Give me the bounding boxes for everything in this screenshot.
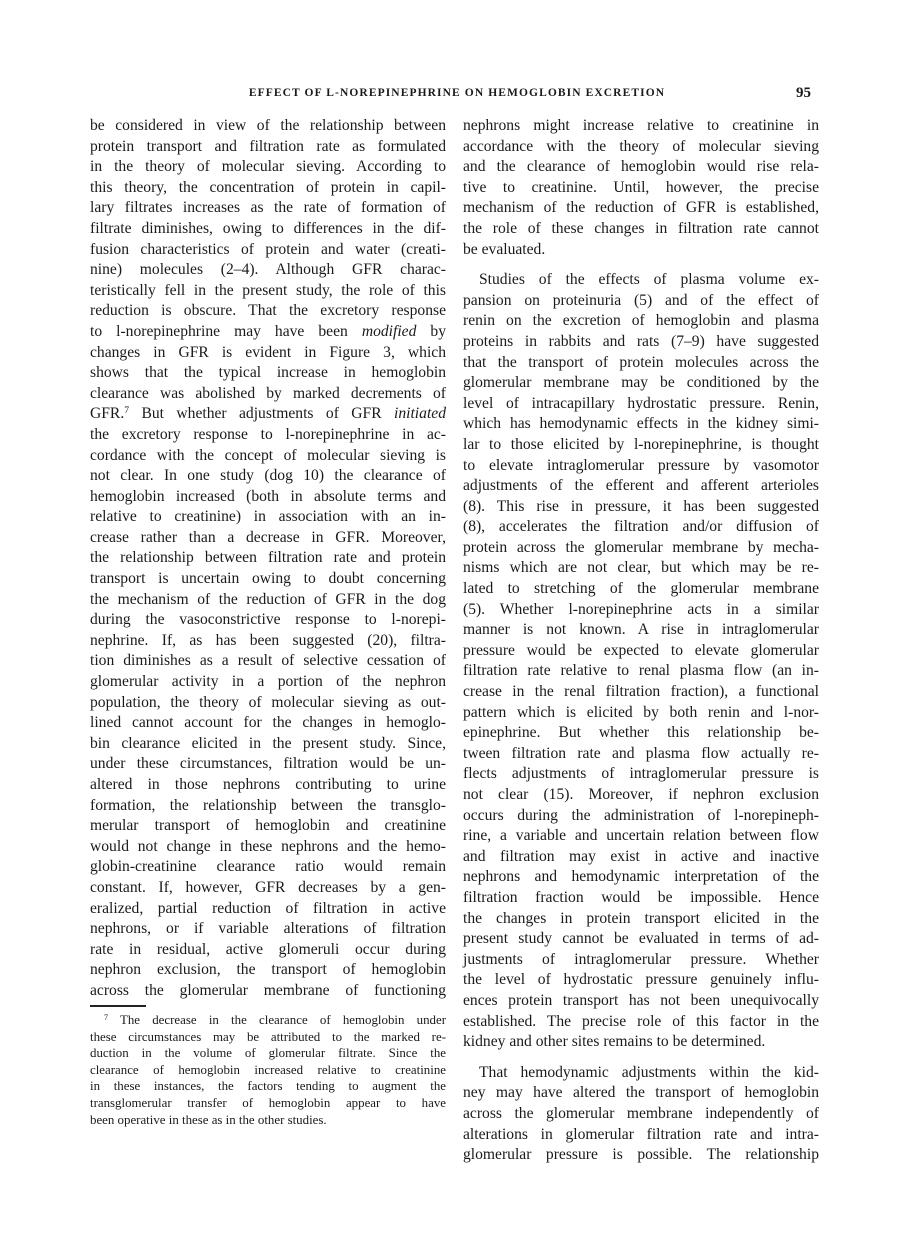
text-line: lated to stretching of the glomerular membrane (463, 580, 819, 598)
text-line: that the transport of protein molecules across the (463, 353, 819, 371)
left-column (90, 116, 446, 1002)
text-line: would not change in these nephrons and the hemo- (90, 837, 446, 855)
text-line: lined cannot account for the changes in hemoglo- (90, 714, 446, 732)
text-line: filtrate diminishes, owing to differences in the dif- (90, 219, 446, 237)
footnote-text: been operative in these as in the other studies. (90, 1112, 327, 1127)
right-column (463, 116, 819, 1166)
text-line: during the vasoconstrictive response to l-norepi- (90, 611, 446, 629)
text-line: rate in residual, active glomeruli occur during (90, 940, 446, 958)
text-line: nephrons might increase relative to creatinine in (463, 117, 819, 134)
text-line: shows that the typical increase in hemoglobin (90, 364, 446, 382)
text-line: the relationship between filtration rate and protein (90, 549, 446, 567)
text-line: glomerular pressure is possible. The relationship (463, 1146, 819, 1164)
text-line: teristically fell in the present study, the role of this (90, 281, 446, 299)
text-line: present study cannot be evaluated in terms of ad- (463, 930, 819, 948)
text-line: constant. If, however, GFR decreases by a gen- (90, 878, 446, 896)
text-line: level of intracapillary hydrostatic pressure. Renin, (463, 394, 819, 412)
footnote-text: transglomerular transfer of hemoglobin appear to have (90, 1095, 446, 1110)
footnote-line (90, 1112, 446, 1129)
text-line: protein transport and filtration rate as formulated (90, 137, 446, 155)
text-line: kidney and other sites remains to be determined. (463, 1033, 766, 1051)
text-line: That hemodynamic adjustments within the kid- (479, 1063, 819, 1081)
text-line: nephrons, or if variable alterations of filtration (90, 920, 446, 938)
text-line: proteins in rabbits and rats (7–9) have suggested (463, 332, 819, 350)
text-line: population, the theory of molecular sieving as out- (90, 693, 446, 711)
paragraph (463, 270, 819, 1053)
text-line: justments of intraglomerular pressure. Whether (463, 950, 819, 968)
footnote-line (90, 1029, 446, 1046)
text-line: nephrine. If, as has been suggested (20), filtra- (90, 631, 446, 649)
text-line: the level of hydrostatic pressure genuinely influ- (463, 971, 819, 989)
text-line: the excretory response to l-norepinephrine in ac- (90, 425, 446, 443)
footnote-line (90, 1012, 446, 1029)
footnote-reference: 7 (124, 405, 130, 417)
footnote-text: clearance of hemoglobin increased relative to creatinine (90, 1062, 446, 1077)
text-line: protein across the glomerular membrane by mecha- (463, 538, 819, 556)
text-line: glomerular membrane may be conditioned by the (463, 374, 819, 392)
text-line: pansion on proteinuria (5) and of the effect of (463, 291, 819, 309)
footnote-divider (90, 1005, 146, 1007)
text-line: pattern which is elicited by both renin and l-nor- (463, 703, 819, 721)
text-line: Studies of the effects of plasma volume ex- (479, 271, 819, 289)
text-line: manner is not known. A rise in intraglomerular (463, 621, 819, 639)
text-line: (8). This rise in pressure, it has been suggested (463, 497, 819, 515)
text-line: epinephrine. But whether this relationship be- (463, 724, 819, 742)
text-line: be considered in view of the relationship between (90, 117, 446, 134)
footnote-line (90, 1078, 446, 1095)
text-segment: by (416, 322, 446, 340)
text-line: nephrons and hemodynamic interpretation of the (463, 868, 819, 886)
text-line: which has hemodynamic effects in the kidney simi- (463, 415, 819, 433)
text-segment: But whether adjustments of GFR (129, 405, 395, 423)
text-segment: GFR. (90, 405, 125, 423)
text-line: crease rather than a decrease in GFR. Moreover, (90, 528, 446, 546)
text-line: and the clearance of hemoglobin would rise rela- (463, 158, 819, 176)
text-line: pressure would be expected to elevate glomerular (463, 641, 819, 659)
text-line: accordance with the theory of molecular sieving (463, 137, 819, 155)
text-line: not clear (15). Moreover, if nephron exclusion (463, 786, 819, 803)
text-line: merular transport of hemoglobin and creatinine (90, 817, 446, 835)
text-line: lary filtrates increases as the rate of formation of (90, 199, 446, 217)
text-line: across the glomerular membrane independently of (463, 1104, 819, 1122)
text-line: in the theory of molecular sieving. According to (90, 158, 446, 176)
text-line: tween filtration rate and plasma flow actually re- (463, 744, 819, 762)
text-line: hemoglobin increased (both in absolute terms and (90, 487, 446, 505)
text-line: crease in the renal filtration fraction), a functional (463, 683, 819, 701)
text-line: adjustments of the efferent and afferent arterioles (463, 477, 819, 495)
text-line: renin on the excretion of hemoglobin and plasma (463, 312, 819, 330)
footnote-text: The decrease in the clearance of hemoglobin under (119, 1013, 446, 1027)
text-line: fusion characteristics of protein and water (creati- (90, 240, 446, 258)
footnote-text: duction in the volume of glomerular filtrate. Since the (90, 1046, 446, 1061)
text-line: clearance was abolished by marked decrements of (90, 384, 446, 402)
paragraph (463, 116, 819, 260)
page-number: 95 (796, 85, 811, 101)
text-line: filtration rate relative to renal plasma flow (an in- (463, 662, 819, 680)
text-line: altered in those nephrons contributing to urine (90, 776, 446, 793)
text-line: occurs during the administration of l-norepineph- (463, 806, 819, 824)
emphasized-text: initiated (394, 405, 446, 423)
text-line: flects adjustments of intraglomerular pressure is (463, 765, 819, 783)
text-line: tion diminishes as a result of selective cessation of (90, 652, 446, 670)
text-line: filtration fraction would be impossible. Hence (463, 888, 819, 906)
text-line: (8), accelerates the filtration and/or diffusion of (463, 518, 819, 536)
text-line: nine) molecules (2–4). Although GFR charac- (90, 261, 446, 279)
text-line: globin-creatinine clearance ratio would remain (90, 858, 446, 876)
text-line: changes in GFR is evident in Figure 3, which (90, 343, 446, 361)
running-title: EFFECT OF L-NOREPINEPHRINE ON HEMOGLOBIN EXCRETION (248, 87, 666, 99)
text-line: alterations in glomerular filtration rate and intra- (463, 1125, 819, 1143)
text-line: ney may have altered the transport of hemoglobin (463, 1084, 819, 1102)
text-line: formation, the relationship between the transglo- (90, 796, 446, 814)
text-line: rine, a variable and uncertain relation between flow (463, 827, 819, 845)
text-line: not clear. In one study (dog 10) the clearance of (90, 467, 446, 485)
footnote-line (90, 1045, 446, 1062)
text-segment: to l-norepinephrine may have been (90, 322, 362, 340)
text-line: cordance with the concept of molecular sieving is (90, 446, 446, 464)
text-line: established. The precise role of this factor in the (463, 1012, 819, 1030)
text-line: glomerular activity in a portion of the nephron (90, 673, 446, 691)
text-line: the role of these changes in filtration rate cannot (463, 219, 819, 237)
text-line: nisms which are not clear, but which may be re- (463, 559, 819, 577)
footnote-7 (90, 1012, 446, 1128)
text-line: lar to those elicited by l-norepinephrine, is thought (463, 435, 819, 453)
text-line: the changes in protein transport elicited in the (463, 909, 819, 927)
text-line: the mechanism of the reduction of GFR in the dog (90, 590, 446, 608)
text-line (90, 322, 446, 343)
text-line: across the glomerular membrane of functioning (90, 981, 446, 999)
paragraph (463, 1063, 819, 1166)
text-line: reduction is obscure. That the excretory response (90, 302, 446, 320)
text-line: tive to creatinine. Until, however, the precise (463, 178, 819, 196)
footnote-text: these circumstances may be attributed to the marked re- (90, 1029, 446, 1044)
text-line: this theory, the concentration of protein in capil- (90, 178, 446, 196)
text-line: be evaluated. (463, 240, 546, 258)
text-line: eralized, partial reduction of filtration in active (90, 899, 446, 917)
text-line: to elevate intraglomerular pressure by vasomotor (463, 456, 819, 474)
text-line: (5). Whether l-norepinephrine acts in a similar (463, 600, 819, 618)
text-line (90, 404, 446, 425)
text-line: bin clearance elicited in the present study. Since, (90, 734, 446, 752)
footnote-line (90, 1062, 446, 1079)
text-line: under these circumstances, filtration would be un- (90, 755, 446, 773)
footnote-marker: 7 (104, 1013, 108, 1023)
footnote-text: in these instances, the factors tending to augment the (90, 1079, 446, 1094)
text-line: nephron exclusion, the transport of hemoglobin (90, 961, 446, 979)
paragraph (90, 116, 446, 1002)
text-line: transport is uncertain owing to doubt concerning (90, 570, 446, 588)
footnote-line (90, 1095, 446, 1112)
text-line: mechanism of the reduction of GFR is established, (463, 199, 819, 217)
text-line: and filtration may exist in active and inactive (463, 847, 819, 865)
emphasized-text: modified (361, 322, 417, 340)
text-line: ences protein transport has not been unequivocally (463, 991, 819, 1009)
text-line: relative to creatinine) in association with an in- (90, 508, 446, 526)
